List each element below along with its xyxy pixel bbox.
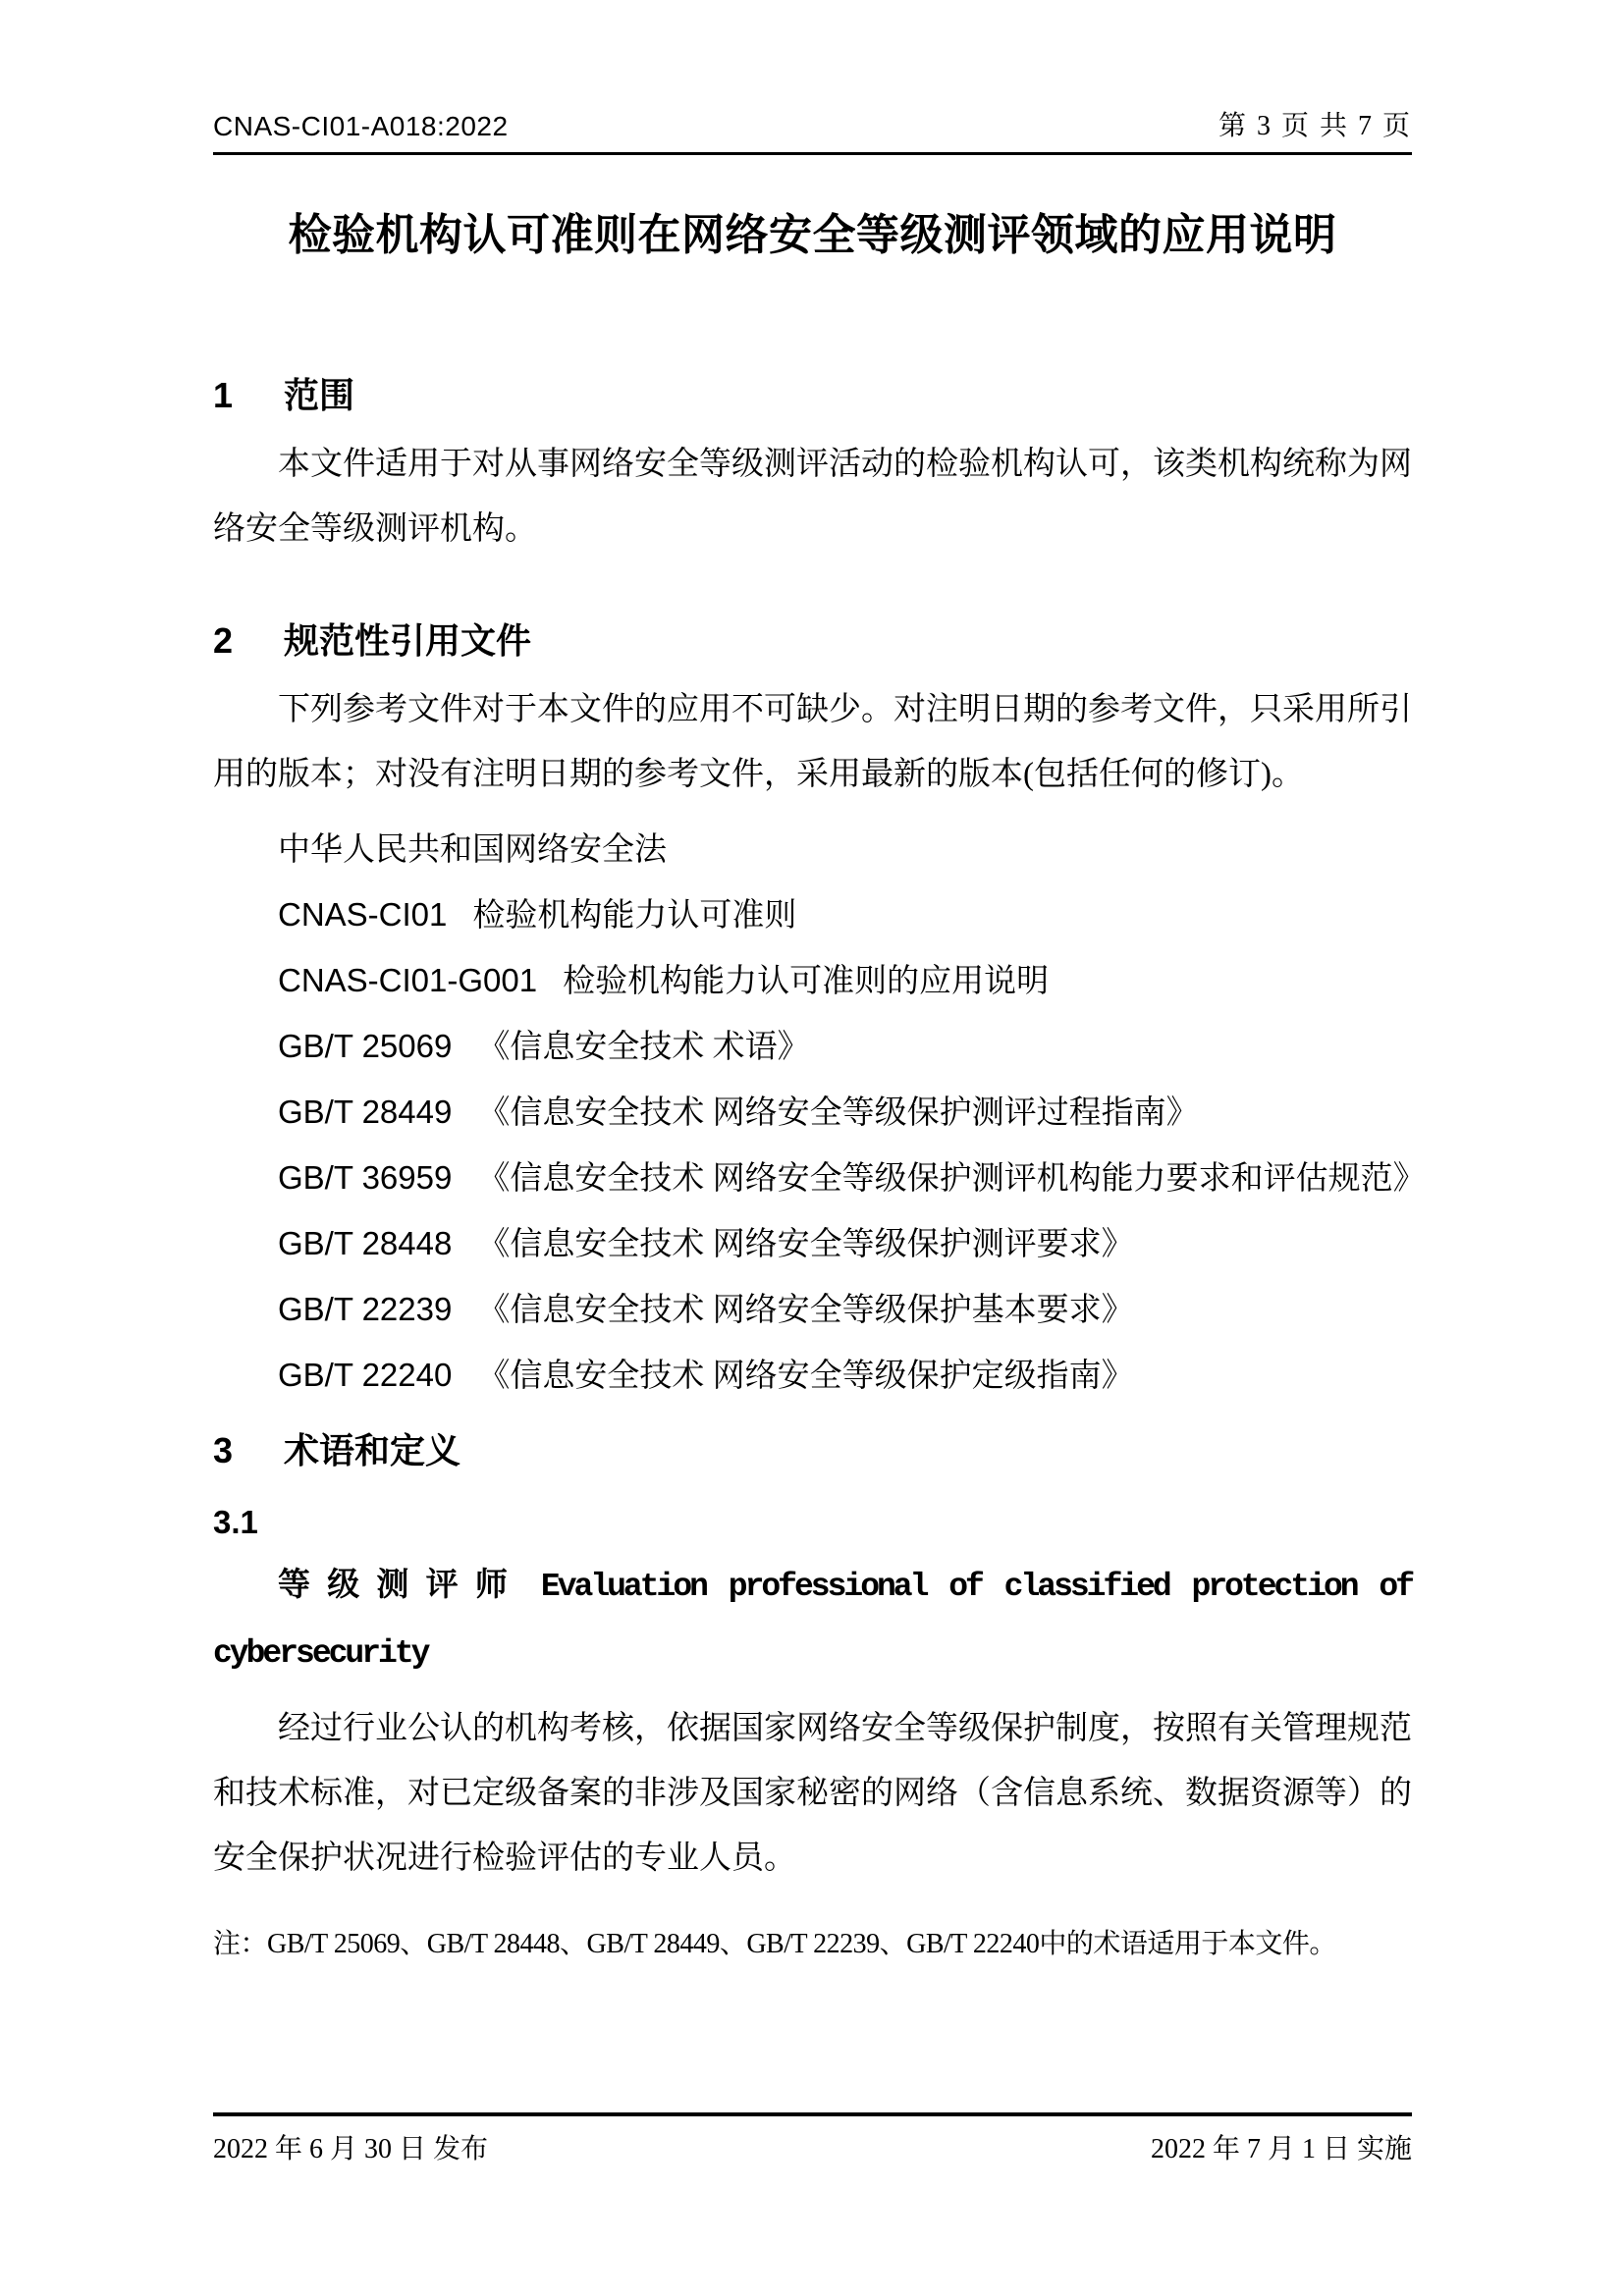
section-2-number: 2	[213, 620, 234, 661]
section-2-paragraph: 下列参考文件对于本文件的应用不可缺少。对注明日期的参考文件，只采用所引用的版本；对没有注明日期的参考文件，采用最新的版本(包括任何的修订)。	[213, 692, 1412, 792]
reference-item	[213, 1277, 1412, 1343]
reference-item	[213, 1146, 1426, 1211]
page-header	[213, 0, 1412, 155]
term-line	[213, 1552, 1412, 1686]
page-footer	[213, 2112, 1412, 2167]
reference-code: GB/T 28449	[278, 1094, 453, 1130]
section-1-heading	[213, 373, 1412, 418]
reference-code: GB/T 36959	[278, 1159, 453, 1196]
reference-title: 《信息安全技术 网络安全等级保护测评机构能力要求和评估规范》	[477, 1161, 1426, 1197]
term-definition: 经过行业公认的机构考核，依据国家网络安全等级保护制度，按照有关管理规范和技术标准，对已定级备案的非涉及国家秘密的网络（含信息系统、数据资源等）的安全保护状况进行检验评估的专业人员。	[213, 1711, 1412, 1876]
reference-code: CNAS-CI01	[278, 896, 448, 933]
section-3-number: 3	[213, 1430, 234, 1470]
reference-code: CNAS-CI01-G001	[278, 962, 538, 998]
section-1-label: 范围	[284, 375, 355, 415]
term-chinese: 等 级 测 评 师	[278, 1566, 512, 1602]
reference-title: 《信息安全技术 网络安全等级保护测评过程指南》	[477, 1095, 1199, 1131]
terms-note: 注：GB/T 25069、GB/T 28448、GB/T 28449、GB/T 22239、GB/T 22240中的术语适用于本文件。	[213, 1929, 1336, 1959]
reference-item	[213, 1080, 1412, 1146]
section-1-paragraph: 本文件适用于对从事网络安全等级测评活动的检验机构认可，该类机构统称为网络安全等级测评机构。	[213, 447, 1412, 547]
reference-title: 检验机构能力认可准则的应用说明	[563, 964, 1050, 999]
reference-code: GB/T 22239	[278, 1291, 453, 1327]
reference-title: 中华人民共和国网络安全法	[278, 832, 667, 868]
page-number: 第 3 页 共 7 页	[1218, 111, 1412, 141]
reference-title: 《信息安全技术 网络安全等级保护测评要求》	[477, 1227, 1134, 1262]
reference-code: GB/T 25069	[278, 1028, 453, 1064]
reference-item	[213, 1211, 1412, 1277]
section-2-heading	[213, 618, 1412, 664]
section-3-label: 术语和定义	[284, 1430, 461, 1470]
issue-date: 2022 年 6 月 30 日 发布	[213, 2134, 489, 2164]
document-code: CNAS-CI01-A018:2022	[213, 111, 509, 141]
reference-code: GB/T 28448	[278, 1225, 453, 1261]
section-1-number: 1	[213, 375, 234, 415]
section-3-heading	[213, 1428, 1412, 1473]
reference-item	[213, 1343, 1412, 1409]
reference-item	[213, 817, 1412, 882]
reference-item	[213, 1014, 1412, 1080]
document-title: 检验机构认可准则在网络安全等级测评领域的应用说明	[288, 211, 1337, 259]
reference-item	[213, 948, 1412, 1014]
reference-title: 《信息安全技术 网络安全等级保护定级指南》	[477, 1359, 1134, 1394]
reference-title: 《信息安全技术 术语》	[477, 1030, 810, 1065]
reference-title: 检验机构能力认可准则	[472, 898, 797, 934]
term-english: Evaluation professional of classified protection of cybersecurity	[213, 1569, 1412, 1672]
reference-item	[213, 882, 1412, 948]
references-list	[213, 817, 1426, 1409]
reference-title: 《信息安全技术 网络安全等级保护基本要求》	[477, 1293, 1134, 1328]
implementation-date: 2022 年 7 月 1 日 实施	[1150, 2134, 1412, 2164]
reference-code: GB/T 22240	[278, 1357, 453, 1393]
clause-3-1-number: 3.1	[213, 1504, 258, 1540]
section-2-label: 规范性引用文件	[284, 620, 532, 661]
